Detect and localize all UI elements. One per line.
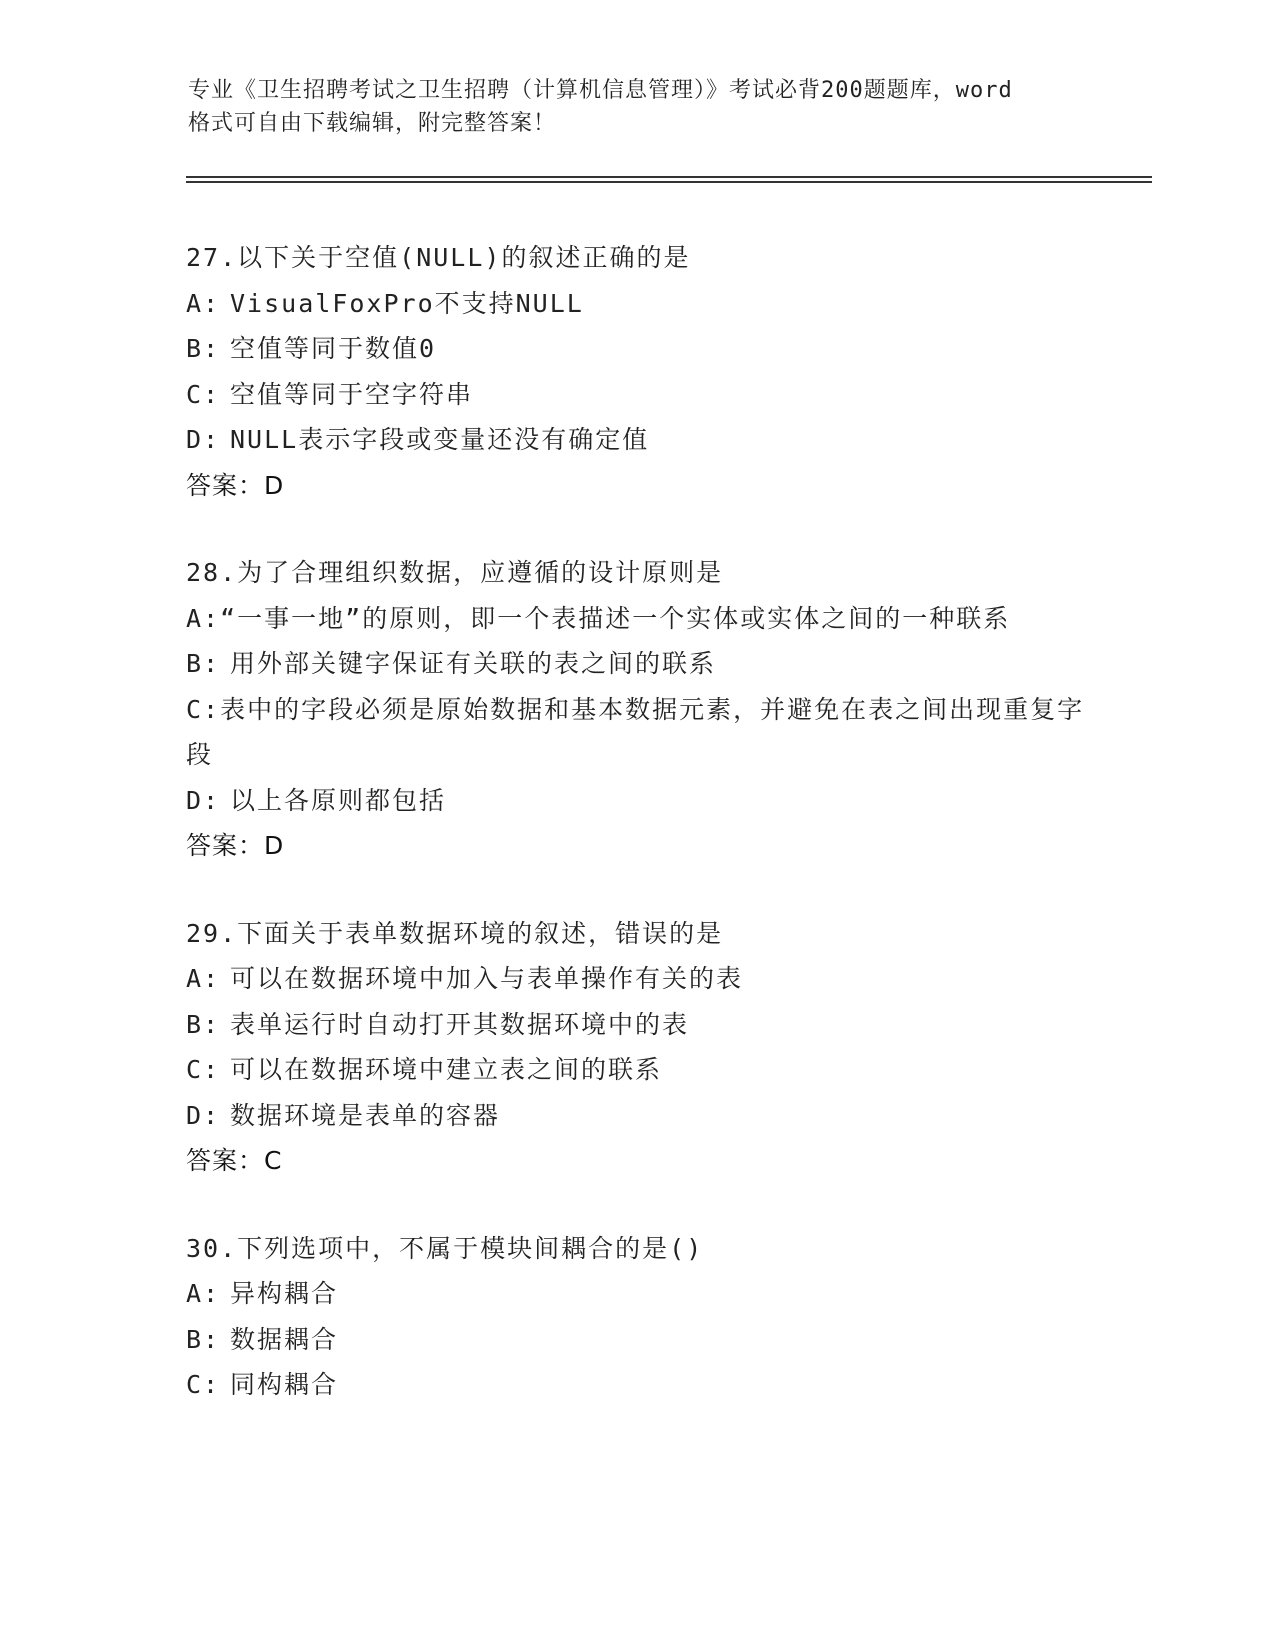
- option-text: 数据耦合: [230, 1324, 339, 1354]
- option-label: D:: [186, 425, 221, 454]
- option-label: C:: [186, 1370, 221, 1399]
- document-header: [188, 74, 1088, 140]
- option-label: A:: [186, 1279, 221, 1308]
- option-c: [186, 1047, 1086, 1093]
- option-text: 表中的字段必须是原始数据和基本数据元素，并避免在表之间出现重复字段: [186, 694, 1085, 769]
- option-text: VisualFoxPro不支持NULL: [230, 288, 584, 318]
- option-text: 同构耦合: [230, 1370, 339, 1399]
- question-list: [186, 235, 1086, 1450]
- option-label: B:: [186, 1009, 221, 1039]
- header-divider-bottom: [186, 181, 1152, 183]
- option-text: 空值等同于数值0: [230, 334, 437, 363]
- option-label: B:: [186, 1324, 221, 1354]
- option-c: [186, 372, 1086, 418]
- question-27: [186, 235, 1086, 508]
- option-text: NULL表示字段或变量还没有确定值: [230, 425, 650, 454]
- option-b: [186, 641, 1086, 687]
- option-label: A:: [186, 964, 221, 993]
- option-c: [186, 1362, 1086, 1408]
- option-c: [186, 687, 1086, 778]
- question-stem: 29.下面关于表单数据环境的叙述，错误的是: [186, 918, 724, 948]
- option-a: [186, 956, 1086, 1002]
- header-divider-top: [186, 176, 1152, 178]
- option-b: [186, 1317, 1086, 1363]
- option-text: 可以在数据环境中建立表之间的联系: [230, 1055, 663, 1084]
- option-a: [186, 1271, 1086, 1317]
- option-label: D:: [186, 1100, 221, 1130]
- option-b: [186, 1002, 1086, 1048]
- answer-line: 答案：D: [186, 831, 285, 860]
- option-label: C:: [186, 379, 221, 409]
- option-label: A:: [186, 603, 221, 633]
- question-28: [186, 550, 1086, 869]
- option-label: B:: [186, 334, 221, 363]
- question-stem: 27.以下关于空值(NULL)的叙述正确的是: [186, 243, 691, 272]
- answer-line: 答案：C: [186, 1146, 283, 1175]
- option-b: [186, 326, 1086, 372]
- answer-line: 答案：D: [186, 470, 285, 500]
- option-label: C:: [186, 694, 221, 724]
- option-text: 可以在数据环境中加入与表单操作有关的表: [230, 964, 744, 993]
- option-text: “一事一地”的原则，即一个表描述一个实体或实体之间的一种联系: [220, 603, 1011, 633]
- question-stem: 30.下列选项中，不属于模块间耦合的是(): [186, 1233, 704, 1263]
- question-29: [186, 911, 1086, 1184]
- option-text: 用外部关键字保证有关联的表之间的联系: [230, 649, 717, 678]
- option-d: [186, 417, 1086, 463]
- question-30: [186, 1226, 1086, 1408]
- option-text: 数据环境是表单的容器: [230, 1100, 501, 1130]
- question-stem: 28.为了合理组织数据，应遵循的设计原则是: [186, 558, 724, 587]
- option-d: [186, 778, 1086, 824]
- option-label: D:: [186, 785, 221, 815]
- option-text: 异构耦合: [230, 1279, 339, 1308]
- option-a: [186, 281, 1086, 327]
- header-line-1: 专业《卫生招聘考试之卫生招聘（计算机信息管理）》考试必背200题题库，word: [188, 78, 1013, 103]
- option-text: 以上各原则都包括: [230, 785, 447, 815]
- option-d: [186, 1093, 1086, 1139]
- option-text: 空值等同于空字符串: [230, 379, 474, 409]
- option-a: [186, 596, 1086, 642]
- option-label: B:: [186, 649, 221, 678]
- option-label: C:: [186, 1055, 221, 1084]
- option-text: 表单运行时自动打开其数据环境中的表: [230, 1009, 690, 1039]
- option-label: A:: [186, 288, 221, 318]
- header-line-2: 格式可自由下载编辑，附完整答案！: [188, 111, 557, 136]
